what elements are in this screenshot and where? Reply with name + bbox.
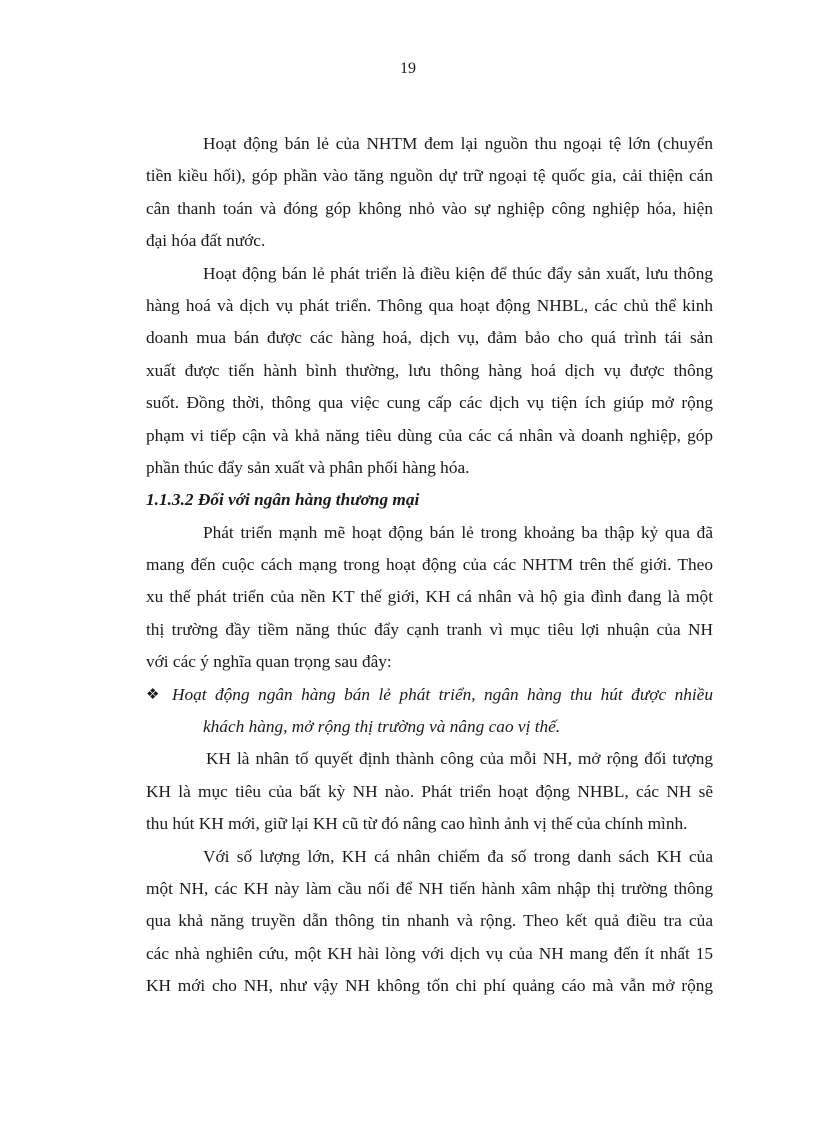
text-line: Với số lượng lớn, KH cá nhân chiếm đa số trong danh sách KH của [203, 846, 713, 866]
paragraph-2 [146, 258, 713, 485]
text-line: suốt. Đồng thời, thông qua việc cung cấp các dịch vụ tiện ích giúp mở rộng [146, 393, 713, 413]
bullet-line: khách hàng, mở rộng thị trường và nâng cao vị thế. [203, 717, 561, 737]
text-line: thu hút KH mới, giữ lại KH cũ từ đó nâng cao hình ảnh vị thế của chính mình. [146, 814, 688, 834]
diamond-bullet-icon: ❖ [146, 686, 160, 703]
text-line: phần thúc đẩy sản xuất và phân phối hàng hóa. [146, 457, 470, 477]
text-line: thị trường đầy tiềm năng thúc đẩy cạnh tranh vì mục tiêu lợi nhuận của NH [146, 619, 713, 639]
document-body [146, 128, 713, 1003]
text-line: phạm vi tiếp cận và khả năng tiêu dùng của các cá nhân và doanh nghiệp, góp [146, 425, 713, 445]
bullet-text: Hoạt động ngân hàng bán lẻ phát triển, ngân hàng thu hút được nhiều [172, 684, 713, 704]
paragraph-1 [146, 128, 713, 258]
text-line: qua khả năng truyền dẫn thông tin nhanh và rộng. Theo kết quả điều tra của [146, 911, 713, 931]
text-line: một NH, các KH này làm cầu nối để NH tiến hành xâm nhập thị trường thông [146, 878, 713, 898]
bullet-item [146, 679, 713, 744]
text-line: KH là nhân tố quyết định thành công của mỗi NH, mở rộng đối tượng [206, 749, 713, 769]
text-line: Hoạt động bán lẻ của NHTM đem lại nguồn thu ngoại tệ lớn (chuyển [203, 134, 713, 153]
text-line: KH mới cho NH, như vậy NH không tốn chi phí quảng cáo mà vẫn mở rộng [146, 976, 713, 996]
text-line: đại hóa đất nước. [146, 231, 266, 251]
bullet-line [146, 679, 713, 711]
text-line: mang đến cuộc cách mạng trong hoạt động của các NHTM trên thế giới. Theo [146, 555, 713, 575]
text-line: với các ý nghĩa quan trọng sau đây: [146, 652, 392, 672]
page-number: 19 [400, 60, 416, 77]
text-line: hàng hoá và dịch vụ phát triển. Thông qua hoạt động NHBL, các chủ thể kinh [146, 295, 713, 315]
text-line: doanh mua bán được các hàng hoá, dịch vụ, đảm bảo cho quá trình tái sản [146, 328, 713, 348]
text-line: Phát triển mạnh mẽ hoạt động bán lẻ trong khoảng ba thập kỷ qua đã [203, 522, 713, 542]
paragraph-3 [146, 517, 713, 679]
text-line: xuất được tiến hành bình thường, lưu thông hàng hoá dịch vụ được thông [146, 360, 713, 380]
text-line: các nhà nghiên cứu, một KH hài lòng với dịch vụ của NH mang đến ít nhất 15 [146, 943, 713, 963]
text-line: tiền kiều hối), góp phần vào tăng nguồn dự trữ ngoại tệ quốc gia, cải thiện cán [146, 166, 713, 186]
text-line: KH là mục tiêu của bất kỳ NH nào. Phát triển hoạt động NHBL, các NH sẽ [146, 781, 713, 801]
section-heading: 1.1.3.2 Đối với ngân hàng thương mại [146, 490, 420, 510]
text-line: cân thanh toán và đóng góp không nhỏ vào sự nghiệp công nghiệp hóa, hiện [146, 198, 713, 218]
text-line: xu thế phát triển của nền KT thế giới, KH cá nhân và hộ gia đình đang là một [146, 587, 713, 607]
text-line: Hoạt động bán lẻ phát triển là điều kiện để thúc đẩy sản xuất, lưu thông [203, 263, 713, 283]
paragraph-5 [146, 841, 713, 1003]
paragraph-4 [146, 743, 713, 840]
